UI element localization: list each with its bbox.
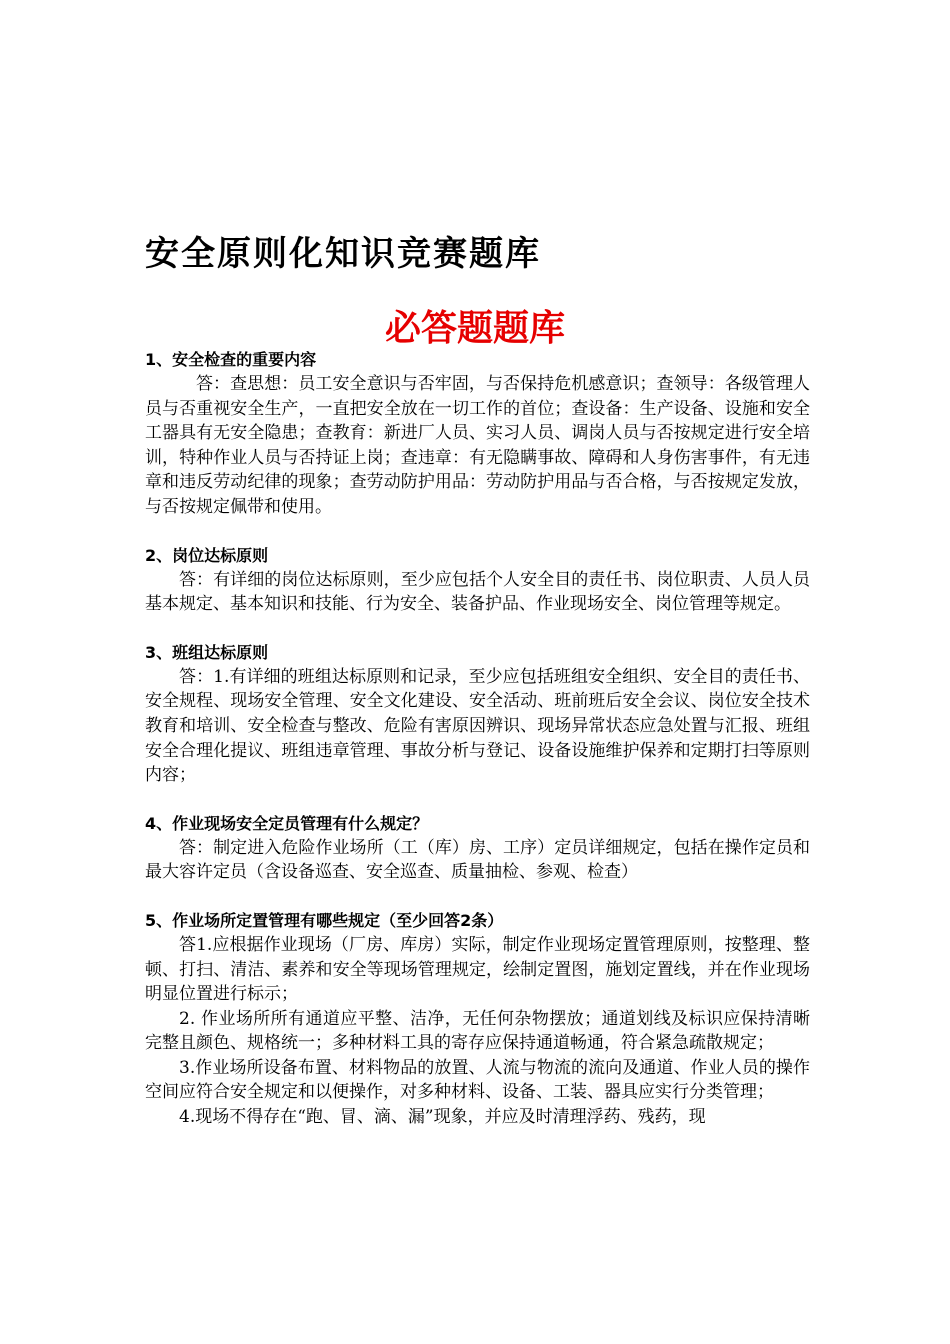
answer-text: 答：1.有详细的班组达标原则和记录，至少应包括班组安全组织、安全目的责任书、安全规程、现场安全管理、安全文化建设、安全活动、班前班后安全会议、岗位安全技术教育和培训、安全检查与整改、危险有害原因辨识、现场异常状态应急处置与汇报、班组安全合理化提议、班组违章管理、事故分析与登记、设备设施维护保养和定期打扫等原则内容； — [145, 666, 810, 786]
question-item — [145, 641, 810, 788]
section-heading: 必答题题库 — [384, 307, 565, 349]
answer-text: 答：有详细的岗位达标原则，至少应包括个人安全目的责任书、岗位职责、人员人员基本规定、基本知识和技能、行为安全、装备护品、作业现场安全、岗位管理等规定。 — [145, 569, 810, 615]
question-title: 1、安全检查的重要内容 — [145, 350, 317, 369]
answer-text: 答1.应根据作业现场（厂房、库房）实际，制定作业现场定置管理原则，按整理、整顿、打扫、清洁、素养和安全等现场管理规定，绘制定置图，施划定置线，并在作业现场明显位置进行标示； — [145, 934, 810, 1005]
answer-text: 2. 作业场所所有通道应平整、洁净，无任何杂物摆放；通道划线及标识应保持清晰完整且颜色、规格统一；多种材料工具的寄存应保持通道畅通，符合紧急疏散规定； — [145, 1008, 810, 1054]
question-title: 2、岗位达标原则 — [145, 545, 269, 565]
question-title: 3、班组达标原则 — [145, 642, 269, 662]
document-title: 安全原则化知识竞赛题库 — [145, 234, 541, 274]
answer-text: 3.作业场所设备布置、材料物品的放置、人流与物流的流向及通道、作业人员的操作空间应符合安全规定和以便操作，对多种材料、设备、工装、器具应实行分类管理； — [145, 1057, 810, 1103]
answer-text: 答：查思想：员工安全意识与否牢固，与否保持危机感意识；查领导：各级管理人员与否重视安全生产，一直把安全放在一切工作的首位；查设备：生产设备、设施和安全工器具有无安全隐患；查教育：新进厂人员、实习人员、调岗人员与否按规定进行安全培训，特种作业人员与否持证上岗；查违章：有无隐瞒事故、障碍和人身伤害事件，有无违章和违反劳动纪律的现象；查劳动防护用品：劳动防护用品与否合格，与否按规定发放，与否按规定佩带和使用。 — [145, 374, 810, 517]
answer-text: 答：制定进入危险作业场所（工（库）房、工序）定员详细规定，包括在操作定员和最大容许定员（含设备巡查、安全巡查、质量抽检、参观、检查） — [145, 837, 810, 883]
question-title: 5、作业场所定置管理有哪些规定（至少回答2条） — [145, 910, 504, 930]
question-item — [145, 812, 810, 885]
answer-text: 4.现场不得存在“跑、冒、滴、漏”现象，并应及时清理浮药、残药，现 — [179, 1107, 706, 1128]
question-title: 4、作业现场安全定员管理有什么规定？ — [145, 813, 429, 833]
question-item — [145, 909, 810, 1130]
question-item — [145, 544, 810, 617]
question-item — [145, 348, 810, 520]
question-list — [145, 348, 810, 1154]
